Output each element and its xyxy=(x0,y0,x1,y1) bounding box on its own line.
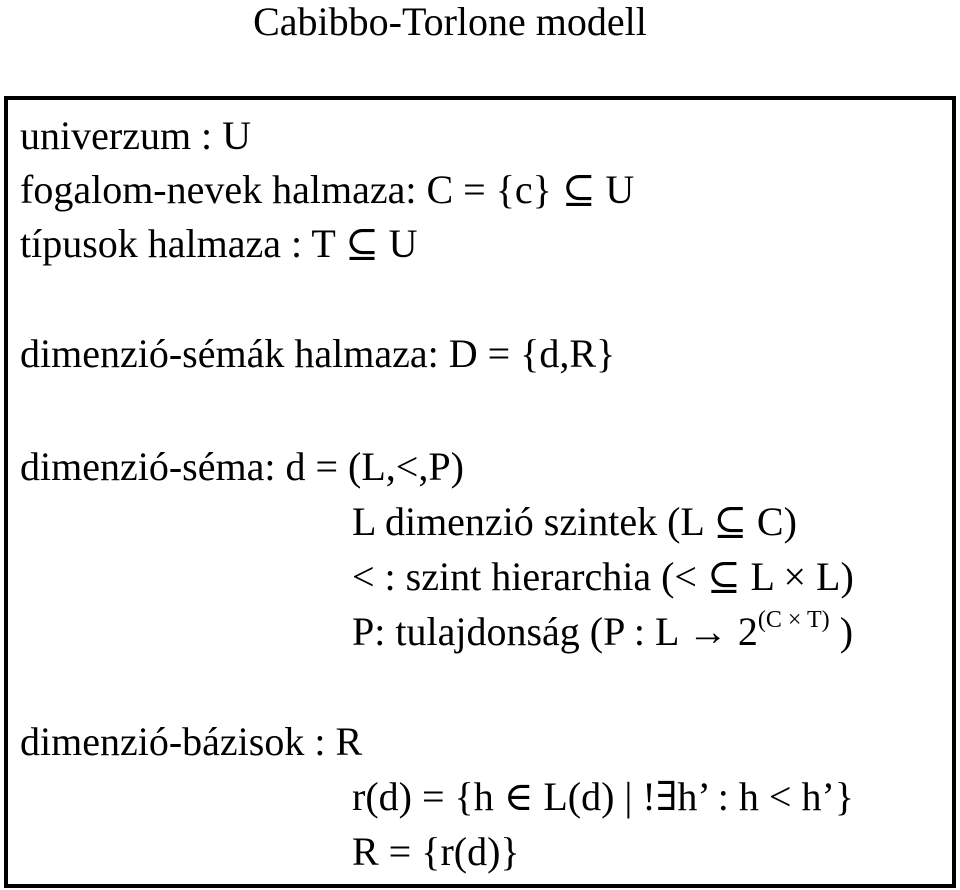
property-exponent: (C × T) xyxy=(757,607,830,633)
dimension-schemas-definition: dimenzió-sémák halmaza: D = {d,R} xyxy=(20,331,616,376)
universe-definition: univerzum : U xyxy=(20,113,252,158)
content-frame xyxy=(4,96,956,888)
property-closing: ) xyxy=(829,609,854,654)
concept-names-definition: fogalom-nevek halmaza: C = {c} ⊆ U xyxy=(20,167,635,212)
types-definition: típusok halmaza : T ⊆ U xyxy=(20,221,418,266)
level-hierarchy-definition: < : szint hierarchia (< ⊆ L × L) xyxy=(352,554,854,599)
base-function-definition: r(d) = {h ∈ L(d) | !∃h’ : h < h’} xyxy=(352,774,854,819)
dimension-schema-definition: dimenzió-séma: d = (L,<,P) xyxy=(20,444,464,489)
property-main-text: P: tulajdonság (P : L → 2 xyxy=(352,609,758,654)
dimension-bases-definition: dimenzió-bázisok : R xyxy=(20,719,363,764)
property-definition xyxy=(352,608,853,662)
bases-set-definition: R = {r(d)} xyxy=(352,829,520,874)
slide-title: Cabibbo-Torlone modell xyxy=(253,0,647,44)
dimension-levels-definition: L dimenzió szintek (L ⊆ C) xyxy=(352,499,797,544)
